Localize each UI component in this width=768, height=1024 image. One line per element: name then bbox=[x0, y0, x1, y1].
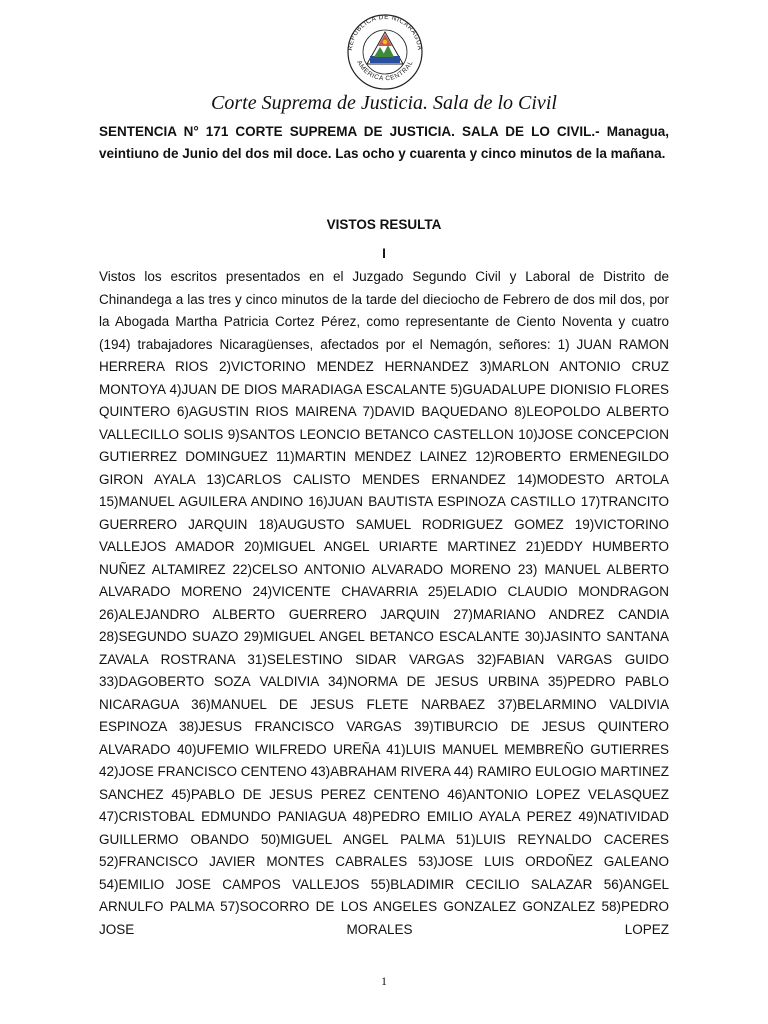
section-title: VISTOS RESULTA bbox=[326, 217, 442, 232]
body-paragraph: Vistos los escritos presentados en el Juzgado Segundo Civil y Laboral de Distrito de Chinandega a las tres y cinco minutos de la tarde del dieciocho de Febrero de dos mil dos, por la Abogada Martha Patricia Cortez Pérez, como representante de Ciento Noventa y cuatro (194) trabajadores Nicaragüenses, afectados por el Nemagón, señores: 1) JUAN RAMON HERRERA RIOS 2)VICTORINO MENDEZ HERNANDEZ 3)MARLON ANTONIO CRUZ MONTOYA 4)JUAN DE DIOS MARADIAGA ESCALANTE 5)GUADALUPE DIONISIO FLORES QUINTERO 6)AGUSTIN RIOS MAIRENA 7)DAVID BAQUEDANO 8)LEOPOLDO ALBERTO VALLECILLO SOLIS 9)SANTOS LEONCIO BETANCO CASTELLON 10)JOSE CONCEPCION GUTIERREZ DOMINGUEZ 11)MARTIN MENDEZ LAINEZ 12)ROBERTO ERMENEGILDO GIRON AYALA 13)CARLOS CALISTO MENDES ERNANDEZ 14)MODESTO ARTOLA 15)MANUEL AGUILERA ANDINO 16)JUAN BAUTISTA ESPINOZA CASTILLO 17)TRANCITO GUERRERO JARQUIN 18)AUGUSTO SAMUEL RODRIGUEZ GOMEZ 19)VICTORINO VALLEJOS AMADOR 20)MIGUEL ANGEL URIARTE MARTINEZ 21)EDDY HUMBERTO NUÑEZ ALTAMIREZ 22)CELSO ANTONIO ALVARADO MORENO 23) MANUEL ALBERTO ALVARADO MORENO 24)VICENTE CHAVARRIA 25)ELADIO CLAUDIO MONDRAGON 26)ALEJANDRO ALBERTO GUERRERO JARQUIN 27)MARIANO ANDREZ CANDIA 28)SEGUNDO SUAZO 29)MIGUEL ANGEL BETANCO ESCALANTE 30)JASINTO SANTANA ZAVALA ROSTRANA 31)SELESTINO SIDAR VARGAS 32)FABIAN VARGAS GUIDO 33)DAGOBERTO SOZA VALDIVIA 34)NORMA DE JESUS URBINA 35)PEDRO PABLO NICARAGUA 36)MANUEL DE JESUS FLETE NARBAEZ 37)BELARMINO VALDIVIA ESPINOZA 38)JESUS FRANCISCO VARGAS 39)TIBURCIO DE JESUS QUINTERO ALVARADO 40)UFEMIO WILFREDO UREÑA 41)LUIS MANUEL MEMBREÑO GUTIERRES 42)JOSE FRANCISCO CENTENO 43)ABRAHAM RIVERA 44) RAMIRO EULOGIO MARTINEZ SANCHEZ 45)PABLO DE JESUS PEREZ CENTENO 46)ANTONIO LOPEZ VELASQUEZ 47)CRISTOBAL EDMUNDO PANIAGUA 48)PEDRO EMILIO AYALA PEREZ 49)NATIVIDAD GUILLERMO OBANDO 50)MIGUEL ANGEL PALMA 51)LUIS REYNALDO CACERES 52)FRANCISCO JAVIER MONTES CABRALES 53)JOSE LUIS ORDOÑEZ GALEANO 54)EMILIO JOSE CAMPOS VALLEJOS 55)BLADIMIR CECILIO SALAZAR 56)ANGEL ARNULFO PALMA 57)SOCORRO DE LOS ANGELES GONZALEZ GONZALEZ 58)PEDRO JOSE MORALES LOPEZ bbox=[99, 269, 669, 937]
page-number: 1 bbox=[381, 974, 387, 988]
court-title: Corte Suprema de Justicia. Sala de lo Civil bbox=[211, 92, 557, 114]
svg-text:REPUBLICA DE NICARAGUA: REPUBLICA DE NICARAGUA bbox=[346, 13, 424, 52]
coat-of-arms-seal bbox=[340, 12, 430, 92]
sentence-heading: SENTENCIA N° 171 CORTE SUPREMA DE JUSTICIA. SALA DE LO CIVIL.- Managua, veintiuno de Junio del dos mil doce. Las ocho y cuarenta y cinco minutos de la mañana. bbox=[99, 124, 669, 161]
svg-text:AMERICA CENTRAL: AMERICA CENTRAL bbox=[355, 59, 415, 83]
nicaragua-seal-icon bbox=[340, 12, 430, 92]
section-numeral: I bbox=[382, 246, 386, 261]
